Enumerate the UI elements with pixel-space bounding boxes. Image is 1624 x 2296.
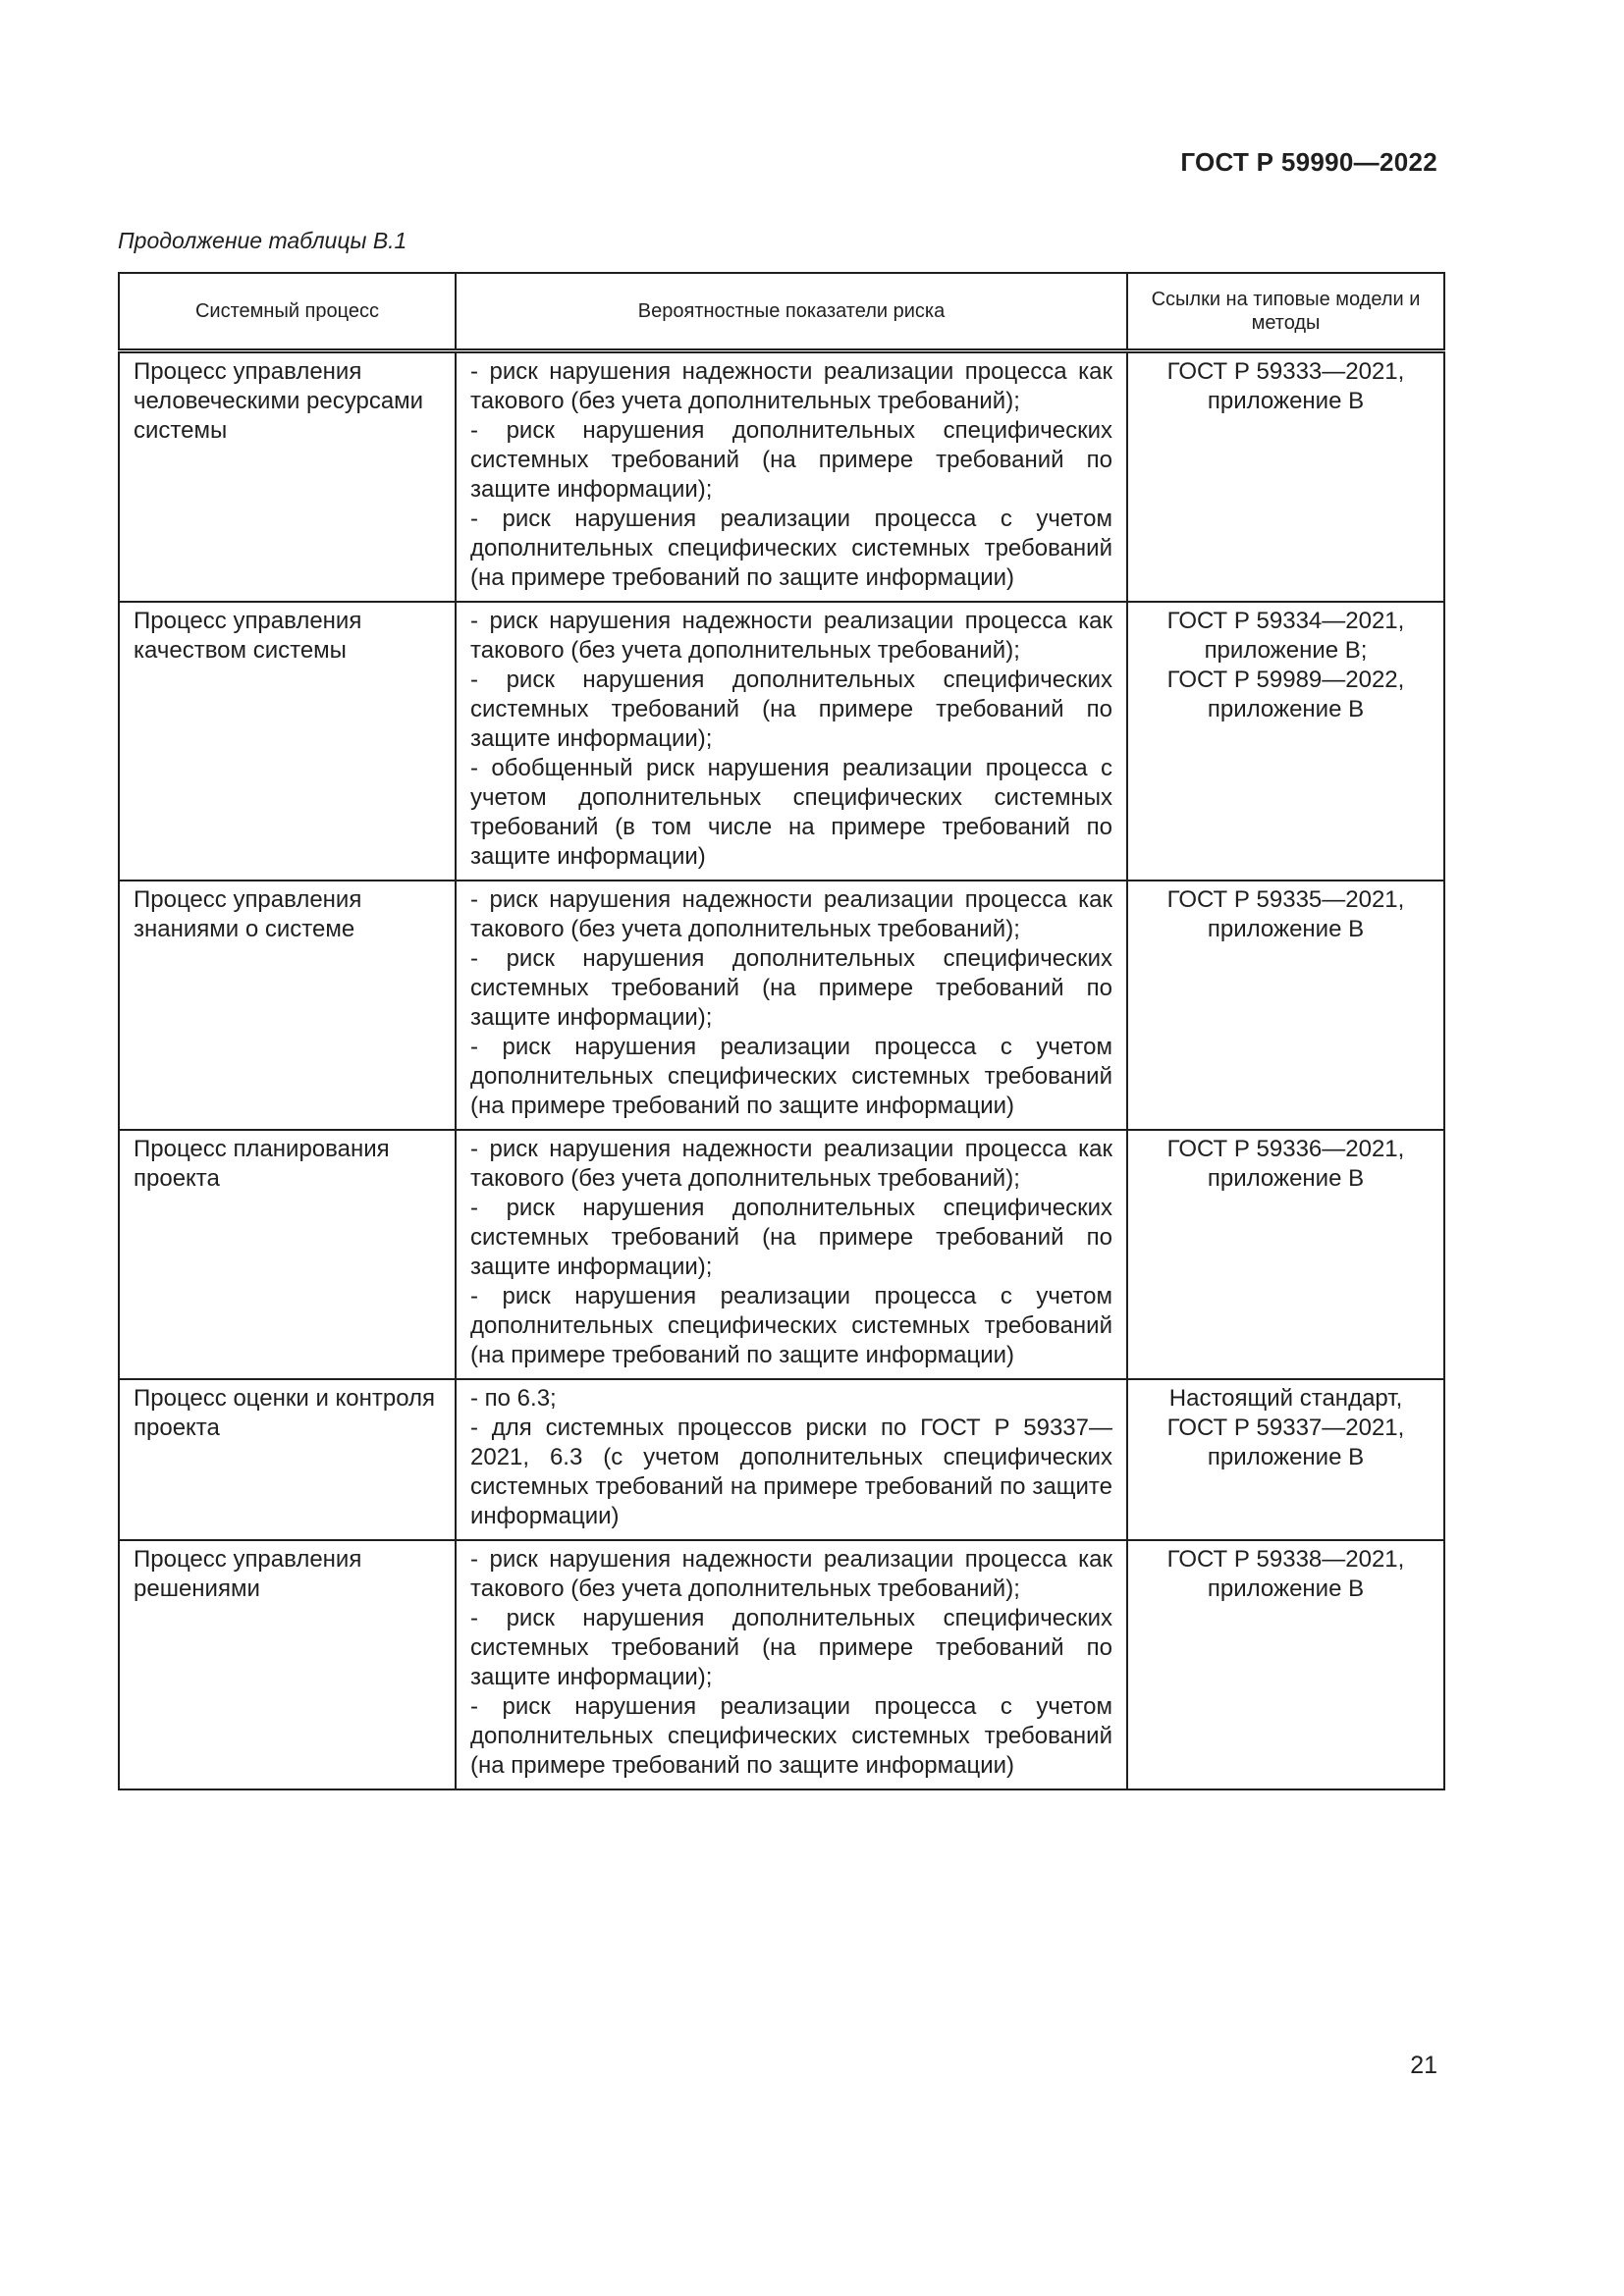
risk-indicator-item: - риск нарушения реализации процесса с учетом дополнительных специфических системных требований (на примере требований по защите информации) bbox=[470, 1034, 1112, 1119]
risk-indicator-item: - риск нарушения надежности реализации процесса как такового (без учета дополнительных требований); bbox=[470, 1546, 1112, 1602]
reference-item: ГОСТ Р 59333—2021, приложение В bbox=[1166, 358, 1405, 414]
model-references-cell bbox=[1127, 1130, 1444, 1379]
risk-indicator-item: - риск нарушения надежности реализации процесса как такового (без учета дополнительных требований); bbox=[470, 358, 1112, 414]
model-references-cell bbox=[1127, 602, 1444, 881]
document-standard-header: ГОСТ Р 59990—2022 bbox=[1180, 147, 1437, 177]
reference-item: ГОСТ Р 59335—2021, приложение В bbox=[1166, 886, 1405, 942]
column-header-process: Системный процесс bbox=[119, 273, 456, 351]
process-name-cell: Процесс планирования проекта bbox=[119, 1130, 456, 1379]
reference-item: ГОСТ Р 59336—2021, приложение В bbox=[1166, 1136, 1405, 1192]
risk-indicators-cell bbox=[456, 1540, 1127, 1789]
model-references-cell bbox=[1127, 351, 1444, 603]
table-header bbox=[119, 273, 1444, 351]
risk-indicator-item: - риск нарушения дополнительных специфических системных требований (на примере требований по защите информации); bbox=[470, 417, 1112, 503]
risk-indicator-item: - риск нарушения реализации процесса с учетом дополнительных специфических системных требований (на примере требований по защите информации) bbox=[470, 1693, 1112, 1779]
model-references-cell bbox=[1127, 1379, 1444, 1540]
risk-indicator-item: - риск нарушения дополнительных специфических системных требований (на примере требований по защите информации); bbox=[470, 945, 1112, 1031]
table-row bbox=[119, 881, 1444, 1130]
risk-indicator-item: - обобщенный риск нарушения реализации процесса с учетом дополнительных специфических системных требований (в том числе на примере требований по защите информации) bbox=[470, 755, 1112, 870]
risk-indicators-cell bbox=[456, 1379, 1127, 1540]
table-header-row bbox=[119, 273, 1444, 351]
process-name-cell: Процесс управления знаниями о системе bbox=[119, 881, 456, 1130]
reference-item: ГОСТ Р 59989—2022, приложение В bbox=[1166, 667, 1405, 722]
reference-item: ГОСТ Р 59334—2021, приложение В; bbox=[1166, 608, 1405, 664]
model-references-cell bbox=[1127, 1540, 1444, 1789]
risk-indicator-item: - риск нарушения дополнительных специфических системных требований (на примере требований по защите информации); bbox=[470, 667, 1112, 752]
risk-indicators-table bbox=[118, 272, 1445, 1790]
table-row bbox=[119, 1130, 1444, 1379]
risk-indicators-cell bbox=[456, 351, 1127, 603]
risk-indicator-item: - риск нарушения надежности реализации процесса как такового (без учета дополнительных требований); bbox=[470, 886, 1112, 942]
risk-indicator-item: - по 6.3; bbox=[470, 1385, 557, 1412]
risk-indicators-cell bbox=[456, 1130, 1127, 1379]
process-name-cell: Процесс управления человеческими ресурсами системы bbox=[119, 351, 456, 603]
column-header-references: Ссылки на типовые модели и методы bbox=[1127, 273, 1444, 351]
risk-indicator-item: - риск нарушения надежности реализации процесса как такового (без учета дополнительных требований); bbox=[470, 1136, 1112, 1192]
process-name-cell: Процесс управления качеством системы bbox=[119, 602, 456, 881]
risk-indicator-item: - риск нарушения реализации процесса с учетом дополнительных специфических системных требований (на примере требований по защите информации) bbox=[470, 506, 1112, 591]
table-row bbox=[119, 1540, 1444, 1789]
page-number: 21 bbox=[1410, 2052, 1437, 2079]
risk-indicators-cell bbox=[456, 602, 1127, 881]
process-name-cell: Процесс управления решениями bbox=[119, 1540, 456, 1789]
reference-item: ГОСТ Р 59337—2021, приложение В bbox=[1166, 1415, 1405, 1470]
table-row bbox=[119, 351, 1444, 603]
risk-indicator-item: - риск нарушения дополнительных специфических системных требований (на примере требований по защите информации); bbox=[470, 1605, 1112, 1690]
table-caption: Продолжение таблицы В.1 bbox=[118, 228, 407, 253]
risk-indicator-item: - риск нарушения надежности реализации процесса как такового (без учета дополнительных требований); bbox=[470, 608, 1112, 664]
table-row bbox=[119, 602, 1444, 881]
column-header-indicators: Вероятностные показатели риска bbox=[456, 273, 1127, 351]
table-row bbox=[119, 1379, 1444, 1540]
reference-item: ГОСТ Р 59338—2021, приложение В bbox=[1166, 1546, 1405, 1602]
process-name-cell: Процесс оценки и контроля проекта bbox=[119, 1379, 456, 1540]
risk-indicator-item: - риск нарушения реализации процесса с учетом дополнительных специфических системных требований (на примере требований по защите информации) bbox=[470, 1283, 1112, 1368]
table-body bbox=[119, 351, 1444, 1790]
risk-indicator-item: - для системных процессов риски по ГОСТ Р 59337—2021, 6.3 (с учетом дополнительных специфических системных требований на примере требований по защите информации) bbox=[470, 1415, 1112, 1529]
risk-indicator-item: - риск нарушения дополнительных специфических системных требований (на примере требований по защите информации); bbox=[470, 1195, 1112, 1280]
model-references-cell bbox=[1127, 881, 1444, 1130]
risk-indicators-cell bbox=[456, 881, 1127, 1130]
reference-item: Настоящий стандарт, bbox=[1168, 1385, 1403, 1412]
